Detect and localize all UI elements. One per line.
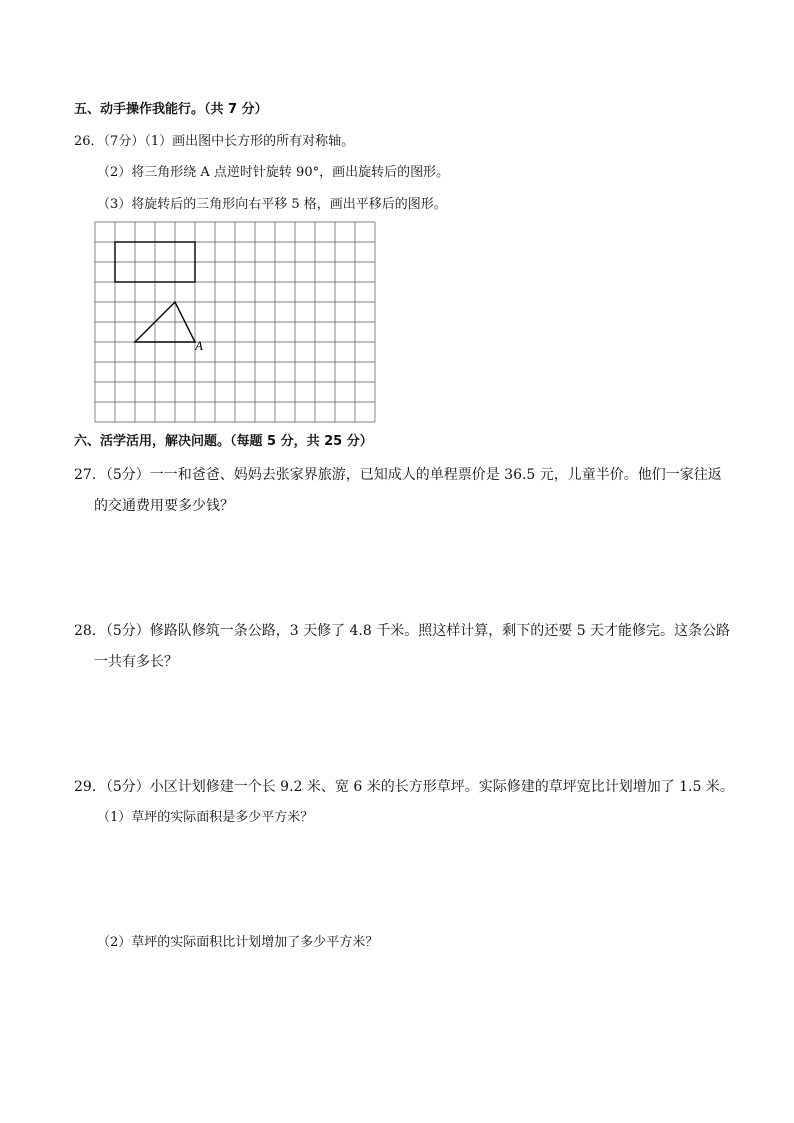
question-29-sub-1: （1）草坪的实际面积是多少平方米？ — [97, 810, 314, 825]
question-28-line-1: 28．（5分）修路队修筑一条公路，3 天修了 4.8 千米。照这样计算，剩下的还要 5 天才能修完。这条公路 — [74, 623, 731, 639]
question-28-line-2: 一共有多长？ — [94, 654, 178, 670]
question-27-line-1: 27．（5分）一一和爸爸、妈妈去张家界旅游，已知成人的单程票价是 36.5 元，儿童半价。他们一家往返 — [74, 467, 722, 483]
grid-figure — [94, 221, 384, 426]
question-29-sub-2: （2）草坪的实际面积比计划增加了多少平方米？ — [97, 935, 379, 950]
section-6-title: 六、活学活用，解决问题。（每题 5 分，共 25 分） — [74, 434, 373, 449]
point-a-label: A — [195, 338, 203, 353]
question-29-line-1: 29．（5分）小区计划修建一个长 9.2 米、宽 6 米的长方形草坪。实际修建的草坪宽比计划增加了 1.5 米。 — [74, 779, 734, 795]
question-26-part-1: 26．（7分）（1）画出图中长方形的所有对称轴。 — [74, 134, 355, 149]
section-5-title: 五、动手操作我能行。（共 7 分） — [74, 102, 268, 117]
grid-lines — [95, 222, 375, 422]
question-26-part-2: （2）将三角形绕 A 点逆时针旋转 90°，画出旋转后的图形。 — [97, 165, 450, 180]
grid-svg — [94, 221, 384, 426]
question-27-line-2: 的交通费用要多少钱？ — [94, 498, 234, 514]
question-26-part-3: （3）将旋转后的三角形向右平移 5 格，画出平移后的图形。 — [97, 197, 447, 212]
